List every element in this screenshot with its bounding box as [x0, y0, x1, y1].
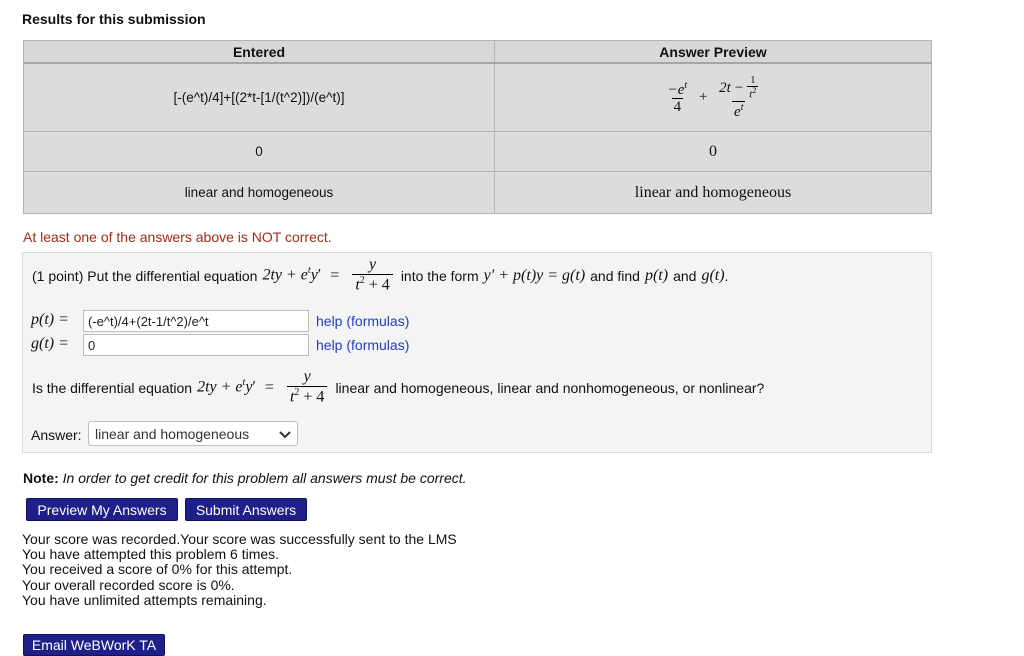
p-label: p(t) = — [31, 311, 69, 328]
preview-cell — [495, 63, 932, 132]
problem-box — [22, 252, 932, 453]
chevron-down-icon — [279, 426, 291, 442]
email-ta-button[interactable]: Email WeBWorK TA — [23, 634, 165, 656]
table-row — [24, 63, 932, 132]
preview-answers-button[interactable]: Preview My Answers — [26, 498, 178, 521]
p-help-link[interactable]: help (formulas) — [316, 313, 410, 329]
preview-cell: linear and homogeneous — [495, 172, 932, 214]
g-answer-input[interactable] — [83, 334, 309, 356]
incorrect-warning: At least one of the answers above is NOT correct. — [23, 229, 332, 245]
score-message: Your score was recorded.Your score was successfully sent to the LMS — [22, 531, 457, 547]
entered-cell: linear and homogeneous — [24, 172, 495, 214]
equation: $2ty + e^ty'$ = $\frac{y}{t^2 + 4}$ — [197, 369, 331, 407]
problem-statement: (1 point) Put the differential equation $2ty + e^ty'$ = $\frac{y}{t^2 + 4}$ into the form y′ + p(t)y = g(t) and find p(t) and g(t) . — [32, 256, 729, 294]
preview-cell: 0 — [495, 132, 932, 172]
results-table — [23, 40, 932, 214]
score-message: You have attempted this problem 6 times. — [22, 546, 280, 563]
answer-select[interactable] — [88, 421, 298, 446]
entered-cell: [-(e^t)/4]+[(2*t-[1/(t^2)])/(e^t)] — [24, 63, 495, 132]
score-message: Your overall recorded score is 0%. — [22, 576, 235, 593]
results-title: Results for this submission — [22, 11, 206, 27]
answer-label: Answer: — [31, 427, 82, 443]
col-header-preview: Answer Preview — [495, 41, 932, 64]
score-message: You have unlimited attempts remaining. — [22, 591, 267, 608]
question-statement: Is the differential equation $2ty + e^ty'$ = $\frac{y}{t^2 + 4}$ linear and homogeneous, linear and nonhomogeneous, or nonlinear? — [32, 368, 765, 406]
answer-select-value: linear and homogeneous — [95, 425, 250, 442]
preview-expression: $\frac{-e^t}{4}$ + 2t − $\frac{1}{t^2}$ $e^t$ — [667, 74, 757, 121]
score-message: You received a score of 0% for this attempt. — [22, 561, 293, 578]
table-row — [24, 172, 932, 214]
g-help-link[interactable]: help (formulas) — [316, 337, 410, 353]
equation: $2ty + e^ty'$ = $\frac{y}{t^2 + 4}$ — [262, 257, 396, 295]
p-answer-input[interactable] — [83, 310, 309, 332]
table-row — [24, 132, 932, 172]
g-label: g(t) = — [31, 335, 69, 352]
note: Note: In order to get credit for this problem all answers must be correct. — [23, 470, 467, 486]
col-header-entered: Entered — [24, 41, 495, 64]
score-messages — [22, 532, 457, 608]
entered-cell: 0 — [24, 132, 495, 172]
submit-answers-button[interactable]: Submit Answers — [185, 498, 307, 521]
